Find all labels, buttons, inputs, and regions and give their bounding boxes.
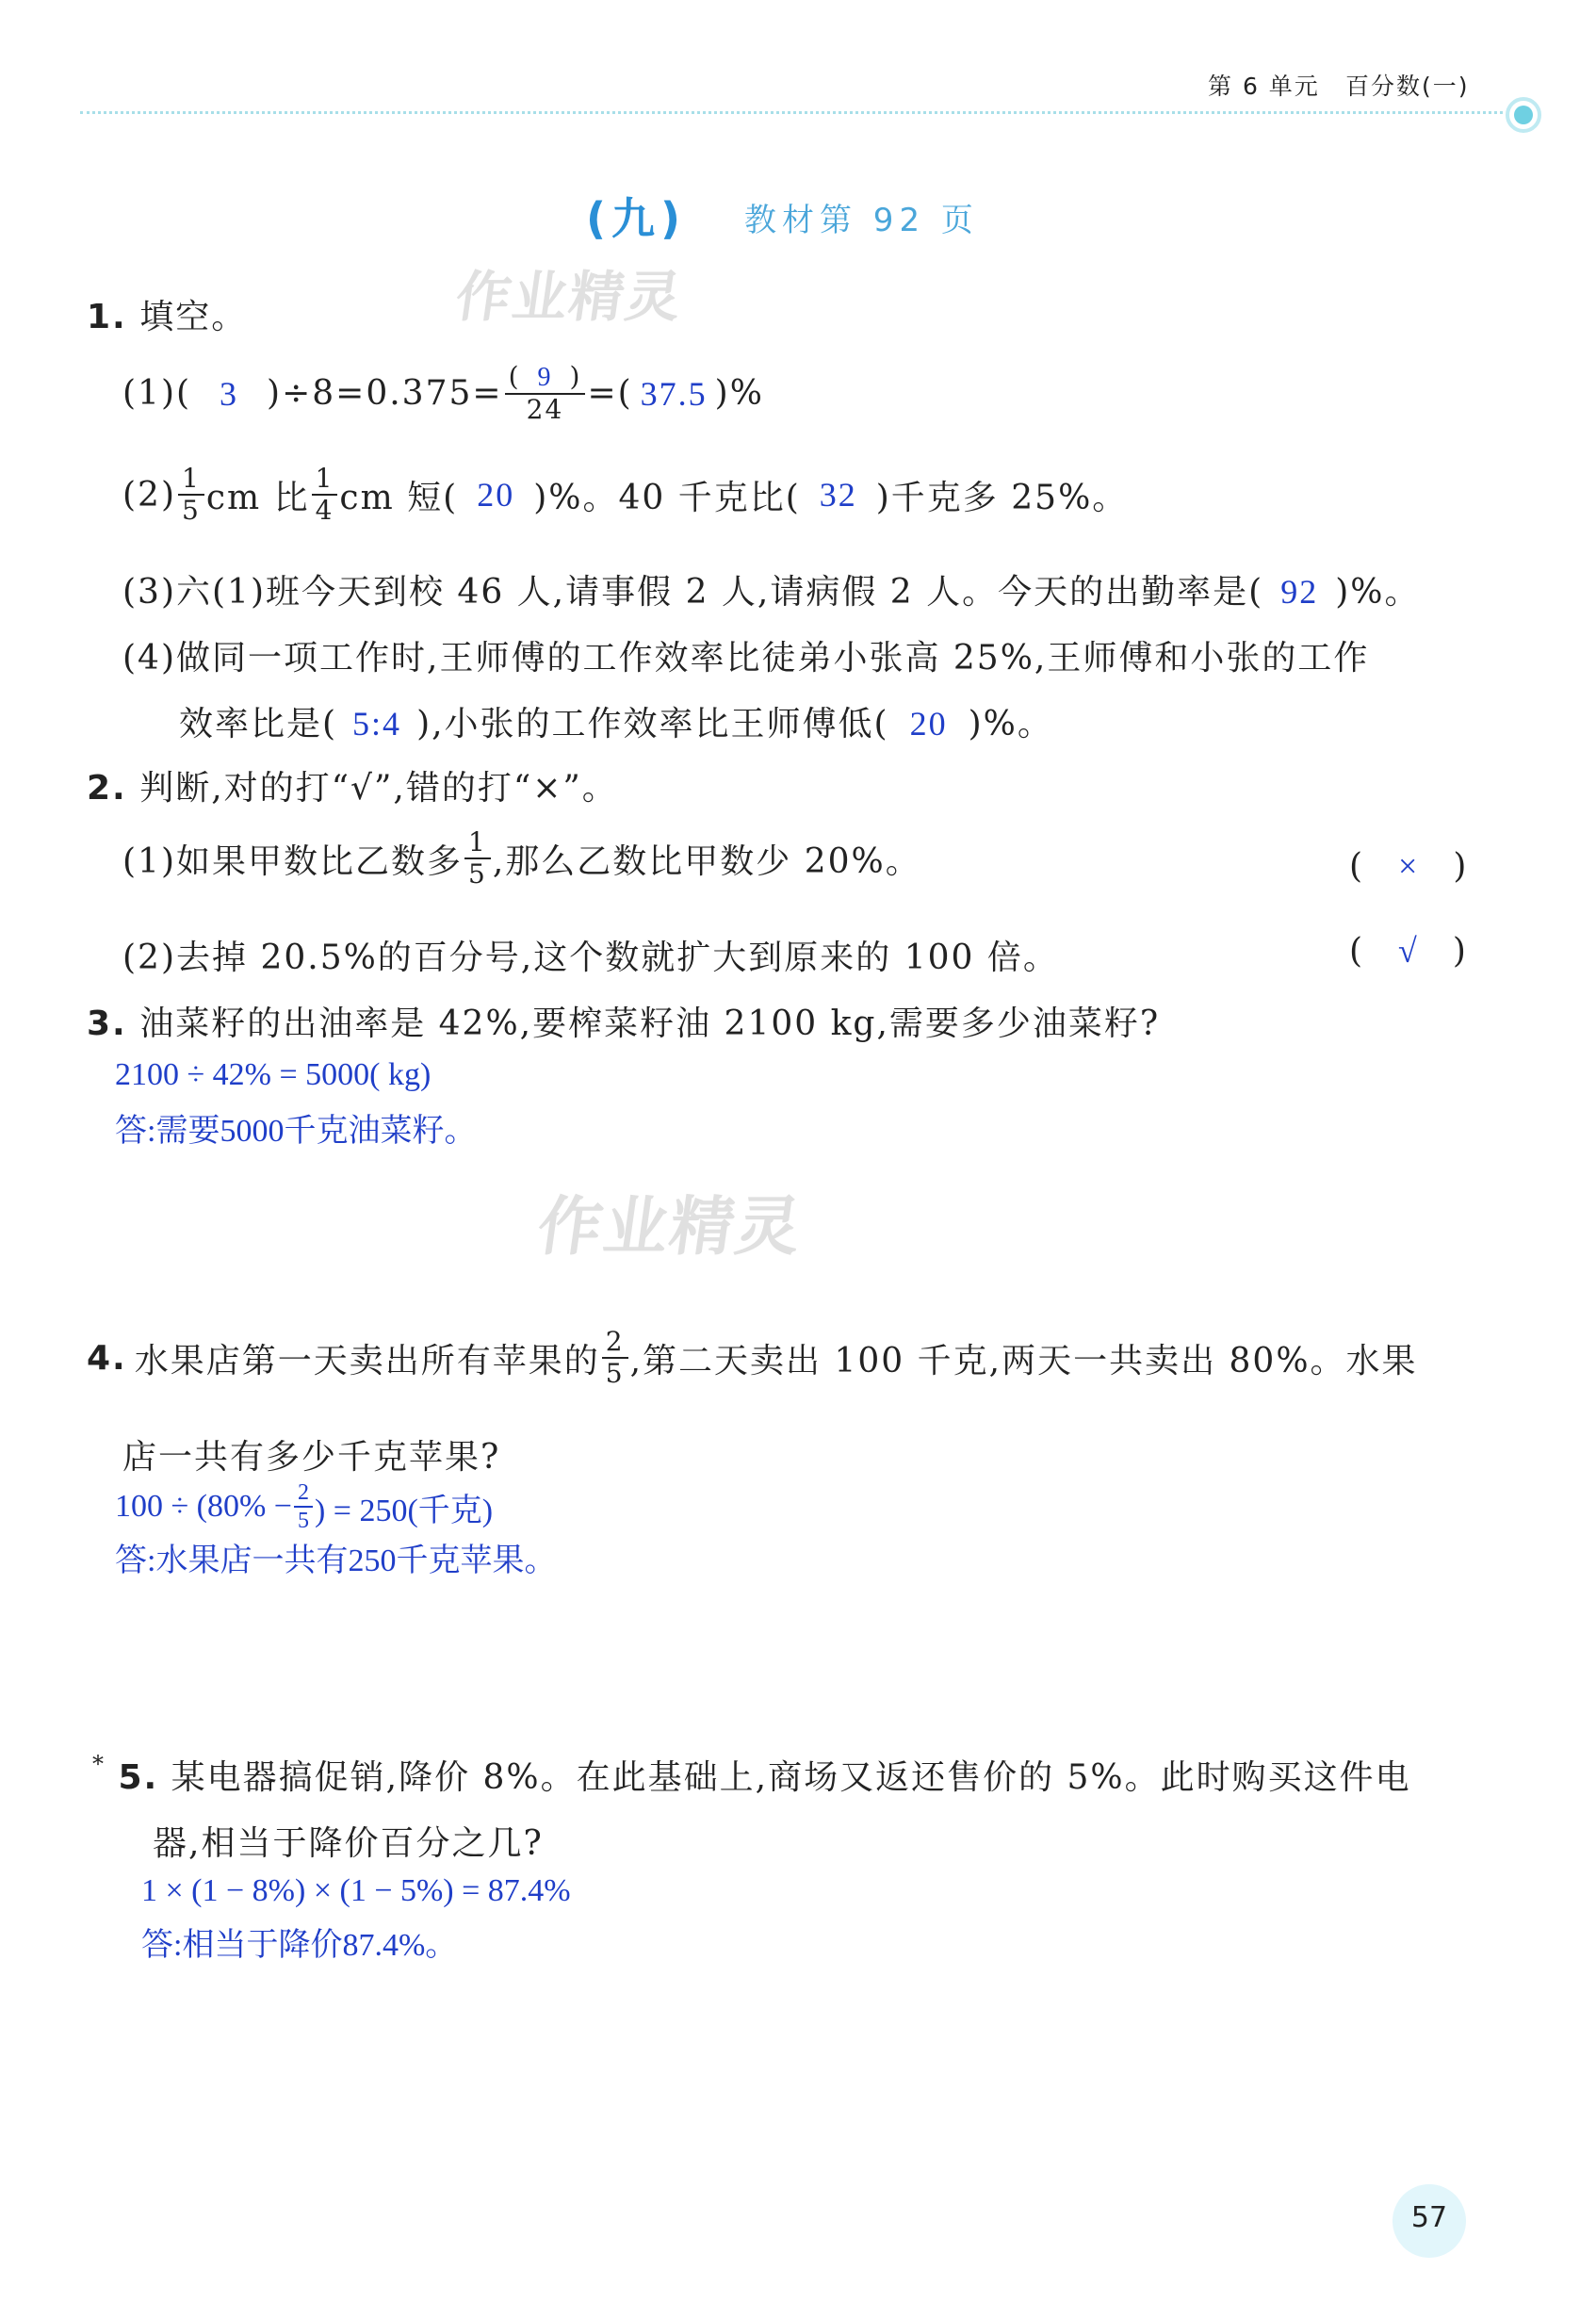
- question-2-heading: [87, 761, 618, 809]
- q1-part-1: [122, 361, 764, 425]
- answer: 20: [909, 705, 948, 743]
- text: =(: [587, 374, 633, 413]
- text: ,第二天卖出 100 千克,两天一共卖出 80%。水果: [629, 1341, 1418, 1380]
- question-number: 2.: [87, 769, 127, 808]
- q1-part-4-line-1: (4)做同一项工作时,王师傅的工作效率比徒弟小张高 25%,王师傅和小张的工作: [122, 639, 1370, 678]
- text: )%。40 千克比(: [533, 478, 801, 517]
- text: 效率比是(: [179, 705, 338, 743]
- answer: 32: [819, 476, 857, 514]
- fraction-denominator: 4: [312, 494, 338, 524]
- fraction: [178, 465, 204, 524]
- question-text: 油菜籽的出油率是 42%,要榨菜籽油 2100 kg,需要多少油菜籽?: [139, 1004, 1161, 1043]
- q4-solution-equation: [115, 1481, 493, 1532]
- answer: 9: [537, 363, 553, 392]
- text: ),小张的工作效率比王师傅低(: [416, 705, 889, 743]
- text: (2): [122, 475, 176, 514]
- answer: ×: [1398, 847, 1420, 885]
- q2-part-2: (2)去掉 20.5%的百分号,这个数就扩大到原来的 100 倍。: [122, 939, 1059, 977]
- fraction-denominator: 24: [505, 393, 586, 423]
- fraction-numerator: 1: [315, 463, 334, 494]
- text: (1)(: [122, 374, 192, 413]
- text: (1)如果甲数比乙数多: [122, 841, 463, 881]
- answer: 5:4: [352, 705, 402, 743]
- question-number: 3.: [87, 1004, 127, 1043]
- fraction-denominator: 5: [294, 1506, 313, 1532]
- text: )千克多 25%。: [875, 478, 1129, 517]
- header-dot-icon: [1514, 106, 1533, 124]
- header-divider: [80, 111, 1503, 114]
- fraction: [294, 1481, 313, 1532]
- text: (3)六(1)班今天到校 46 人,请事假 2 人,请病假 2 人。今天的出勤率是(: [122, 573, 1264, 612]
- text: )%。: [968, 705, 1053, 743]
- question-3-heading: [87, 997, 1160, 1045]
- question-5-heading: [92, 1751, 1411, 1799]
- topic-label: 百分数(一): [1345, 73, 1470, 100]
- question-text: 填空。: [139, 298, 248, 336]
- answer: 3: [220, 374, 239, 413]
- text: cm 比: [205, 478, 310, 517]
- fraction-denominator: 5: [178, 494, 204, 524]
- text: ,那么乙数比甲数少 20%。: [492, 841, 921, 881]
- q1-part-3: [122, 565, 1420, 613]
- answer: 20: [477, 476, 515, 514]
- fraction-numerator: ( 9 ): [508, 361, 582, 392]
- question-4-line-2: 店一共有多少千克苹果?: [122, 1438, 501, 1477]
- watermark-middle: 作业精灵: [532, 1190, 807, 1265]
- fraction-numerator: 2: [297, 1480, 309, 1505]
- q2-part-1: [122, 826, 921, 890]
- question-number: 5.: [118, 1758, 159, 1797]
- q3-solution-answer: 答:需要5000千克油菜籽。: [115, 1114, 477, 1149]
- question-text: 某电器搞促销,降价 8%。在此基础上,商场又返还售价的 5%。此时购买这件电: [171, 1758, 1411, 1797]
- text: cm 短(: [339, 478, 459, 517]
- question-text: 判断,对的打“√”,错的打“×”。: [139, 769, 618, 808]
- unit-label: 第 6 单元: [1208, 73, 1320, 100]
- question-number: 1.: [87, 298, 127, 336]
- fraction-denominator: 5: [602, 1357, 628, 1387]
- lesson-number: (九): [586, 193, 687, 244]
- q3-solution-equation: 2100 ÷ 42% = 5000( kg): [115, 1057, 432, 1092]
- q5-solution-answer: 答:相当于降价87.4%。: [141, 1928, 458, 1963]
- text: )÷8=0.375=: [267, 374, 503, 413]
- text: )%。: [1335, 573, 1421, 612]
- fraction: [505, 361, 586, 425]
- q4-solution-answer: 答:水果店一共有250千克苹果。: [115, 1543, 557, 1578]
- optional-star: *: [92, 1751, 106, 1777]
- q5-solution-equation: 1 × (1 − 8%) × (1 − 5%) = 87.4%: [141, 1873, 571, 1908]
- answer: 37.5: [640, 374, 708, 413]
- answer: √: [1398, 932, 1419, 970]
- page-number: 57: [1410, 2201, 1448, 2234]
- question-number: 4.: [87, 1338, 127, 1378]
- fraction: [602, 1326, 628, 1389]
- text: ) = 250(千克): [314, 1493, 494, 1528]
- question-1-heading: [87, 290, 247, 338]
- text: )%: [714, 374, 764, 413]
- q1-part-2: [122, 465, 1128, 524]
- watermark-top: 作业精灵: [451, 265, 688, 329]
- q1-part-4-line-2: [179, 697, 1053, 745]
- fraction-denominator: 5: [464, 857, 491, 888]
- answer: 92: [1280, 573, 1319, 611]
- textbook-page-ref: 教材第 92 页: [744, 202, 979, 239]
- fraction: [312, 465, 338, 524]
- fraction: [464, 826, 491, 890]
- fraction-numerator: 1: [182, 463, 201, 494]
- question-4-heading: [87, 1326, 1418, 1389]
- q2-part-1-mark-box: ( × ): [1349, 847, 1469, 886]
- text: 水果店第一天卖出所有苹果的: [134, 1341, 600, 1380]
- fraction-numerator: 2: [605, 1326, 625, 1357]
- text: 100 ÷ (80% −: [115, 1489, 292, 1524]
- q2-part-2-mark-box: ( √ ): [1349, 932, 1468, 971]
- question-5-line-2: 器,相当于降价百分之几?: [153, 1824, 544, 1863]
- fraction-numerator: 1: [468, 826, 487, 857]
